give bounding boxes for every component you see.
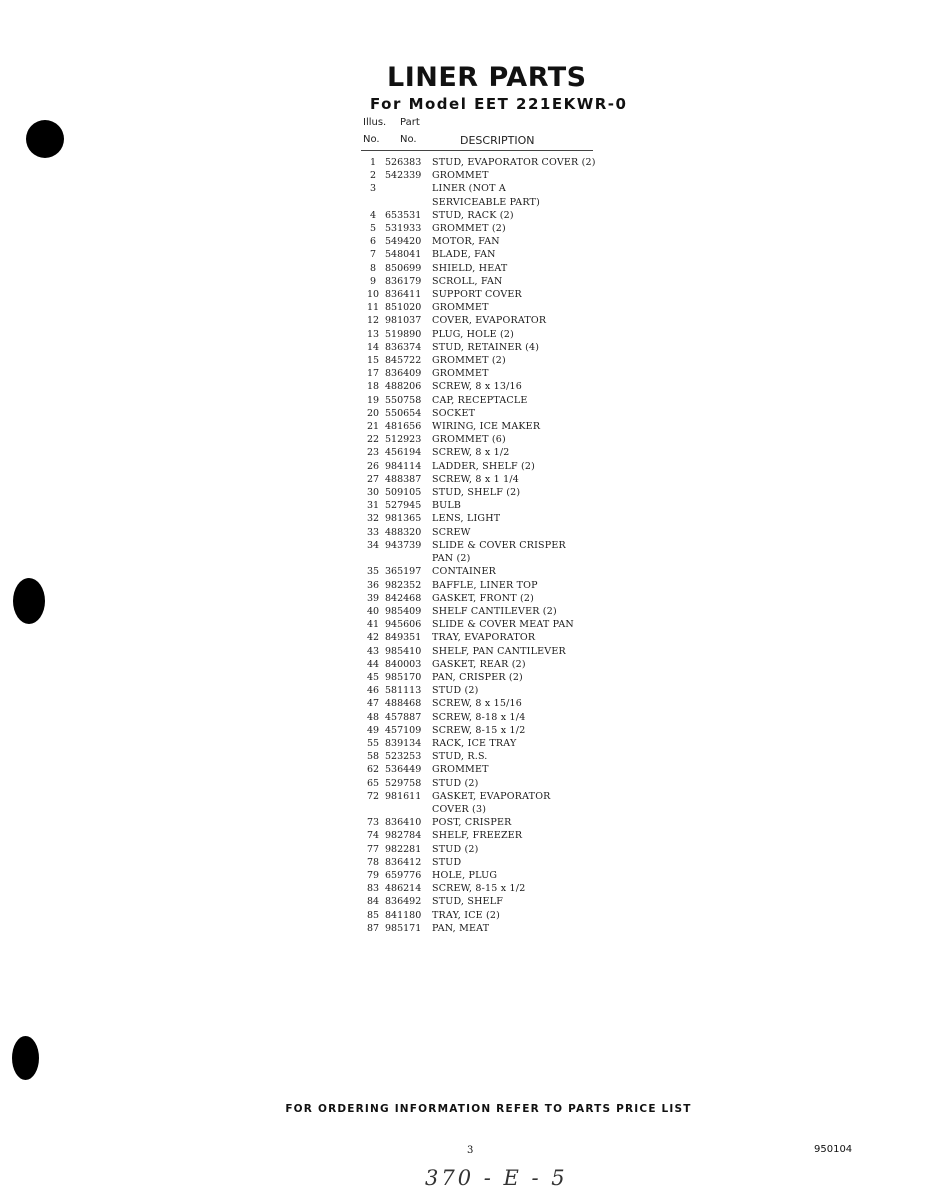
part-description: BAFFLE, LINER TOP [432, 579, 538, 591]
part-description: LADDER, SHELF (2) [432, 460, 536, 472]
table-row [361, 156, 631, 169]
table-row [361, 737, 631, 750]
table-row [361, 816, 631, 829]
table-row [361, 777, 631, 790]
part-number: 982784 [385, 830, 422, 842]
illus-number: 73 [366, 817, 380, 829]
table-row [361, 829, 631, 842]
table-row [361, 169, 631, 182]
illus-number: 18 [366, 381, 380, 393]
part-description: SCREW, 8-15 x 1/2 [432, 724, 526, 736]
part-number: 945606 [385, 619, 422, 631]
part-number: 981365 [385, 513, 422, 525]
part-description: GROMMET (2) [432, 355, 506, 367]
illus-number: 12 [366, 315, 380, 327]
table-row [361, 711, 631, 724]
part-description: WIRING, ICE MAKER [432, 421, 541, 433]
part-number: 488468 [385, 698, 422, 710]
part-number: 836410 [385, 817, 422, 829]
part-description: SCREW, 8 x 15/16 [432, 698, 523, 710]
part-number: 550654 [385, 407, 422, 419]
part-description: GROMMET [432, 368, 489, 380]
part-description: STUD, RACK (2) [432, 209, 514, 221]
table-row [361, 420, 631, 433]
illus-number: 26 [366, 460, 380, 472]
table-row [361, 222, 631, 235]
table-row [361, 460, 631, 473]
table-row [361, 565, 631, 578]
part-description: COVER, EVAPORATOR [432, 315, 547, 327]
part-number: 519890 [385, 328, 422, 340]
illus-number: 11 [366, 302, 380, 314]
part-description: CONTAINER [432, 566, 496, 578]
part-description: SHELF, PAN CANTILEVER [432, 645, 566, 657]
part-number: 841180 [385, 909, 422, 921]
table-row [361, 882, 631, 895]
illus-number: 85 [366, 909, 380, 921]
part-number: 982352 [385, 579, 422, 591]
part-number: 836179 [385, 275, 422, 287]
part-number: 457109 [385, 724, 422, 736]
illus-number: 77 [366, 843, 380, 855]
part-description: LINER (NOT A SERVICEABLE PART) [432, 183, 540, 208]
table-row [361, 909, 631, 922]
part-description: GROMMET [432, 302, 489, 314]
part-number: 486214 [385, 883, 422, 895]
illus-number: 47 [366, 698, 380, 710]
part-number: 982281 [385, 843, 422, 855]
part-number: 456194 [385, 447, 422, 459]
illus-number: 10 [366, 289, 380, 301]
part-number: 550758 [385, 394, 422, 406]
table-row [361, 856, 631, 869]
table-row [361, 262, 631, 275]
illus-number: 9 [369, 275, 377, 287]
part-description: CAP, RECEPTACLE [432, 394, 528, 406]
illus-number: 3 [369, 183, 377, 195]
illus-number: 49 [366, 724, 380, 736]
part-description: MOTOR, FAN [432, 236, 500, 248]
table-row [361, 922, 631, 935]
table-row [361, 526, 631, 539]
table-row [361, 446, 631, 459]
part-number: 659776 [385, 869, 422, 881]
part-number: 548041 [385, 249, 422, 261]
col-head-part: Part [400, 117, 420, 128]
part-description: SCREW, 8 x 1/2 [432, 447, 510, 459]
col-head-description: DESCRIPTION [460, 134, 535, 147]
table-row [361, 328, 631, 341]
table-row [361, 684, 631, 697]
part-description: SLIDE & COVER MEAT PAN [432, 619, 574, 631]
part-number: 850699 [385, 262, 422, 274]
illus-number: 84 [366, 896, 380, 908]
table-row [361, 407, 631, 420]
part-description: RACK, ICE TRAY [432, 737, 517, 749]
table-row [361, 895, 631, 908]
illus-number: 30 [366, 487, 380, 499]
illus-number: 55 [366, 737, 380, 749]
punch-hole-middle [13, 578, 45, 624]
part-description: STUD, EVAPORATOR COVER (2) [432, 157, 596, 168]
part-number: 523253 [385, 751, 422, 763]
col-head-illus: Illus. [363, 117, 387, 128]
table-row [361, 618, 631, 631]
illus-number: 39 [366, 592, 380, 604]
part-description: PLUG, HOLE (2) [432, 328, 515, 340]
part-number: 488387 [385, 473, 422, 485]
part-number: 365197 [385, 566, 422, 578]
illus-number: 35 [366, 566, 380, 578]
part-description: TRAY, ICE (2) [432, 909, 501, 921]
part-description: STUD (2) [432, 843, 479, 855]
part-number: 981611 [385, 790, 422, 802]
table-row [361, 763, 631, 776]
part-description: SHELF CANTILEVER (2) [432, 605, 557, 617]
part-description: SCREW, 8 x 1 1/4 [432, 473, 520, 485]
table-row [361, 658, 631, 671]
part-number: 985410 [385, 645, 422, 657]
illus-number: 46 [366, 685, 380, 697]
model-subtitle: For Model EET 221EKWR-0 [370, 95, 628, 113]
part-description: LENS, LIGHT [432, 513, 501, 525]
table-row [361, 843, 631, 856]
illus-number: 6 [369, 236, 377, 248]
table-row [361, 354, 631, 367]
illus-number: 27 [366, 473, 380, 485]
part-description: GROMMET [432, 764, 489, 776]
illus-number: 4 [369, 209, 377, 221]
table-row [361, 499, 631, 512]
part-number: 653531 [385, 209, 422, 221]
part-number: 839134 [385, 737, 422, 749]
table-row [361, 380, 631, 393]
illus-number: 31 [366, 500, 380, 512]
part-description: GASKET, FRONT (2) [432, 592, 535, 604]
part-description: GASKET, EVAPORATOR COVER (3) [432, 790, 551, 815]
document-code: 950104 [814, 1144, 853, 1155]
illus-number: 15 [366, 355, 380, 367]
illus-number: 58 [366, 751, 380, 763]
part-number: 842468 [385, 592, 422, 604]
illus-number: 45 [366, 671, 380, 683]
illus-number: 5 [369, 223, 377, 235]
part-number: 985171 [385, 922, 422, 934]
illus-number: 13 [366, 328, 380, 340]
part-description: BLADE, FAN [432, 249, 496, 261]
part-number: 481656 [385, 421, 422, 433]
table-row [361, 209, 631, 222]
punch-hole-top [26, 120, 64, 158]
part-number: 836411 [385, 289, 422, 301]
part-description: STUD, SHELF (2) [432, 487, 521, 499]
table-row [361, 697, 631, 710]
table-row [361, 869, 631, 882]
page-title: LINER PARTS [387, 62, 587, 93]
part-description: GASKET, REAR (2) [432, 658, 526, 670]
table-row [361, 341, 631, 354]
part-description: STUD (2) [432, 685, 479, 697]
col-head-no-part: No. [400, 134, 417, 145]
part-description: PAN, MEAT [432, 922, 490, 934]
part-description: BULB [432, 500, 462, 512]
page-number: 3 [467, 1145, 474, 1156]
part-number: 943739 [385, 539, 422, 551]
illus-number: 22 [366, 434, 380, 446]
illus-number: 2 [369, 170, 377, 182]
part-description: SCREW, 8-18 x 1/4 [432, 711, 526, 723]
table-row [361, 671, 631, 684]
table-row [361, 473, 631, 486]
table-row [361, 750, 631, 763]
table-row [361, 486, 631, 499]
illus-number: 42 [366, 632, 380, 644]
part-number [385, 182, 432, 208]
part-number: 836492 [385, 896, 422, 908]
handwritten-note: 370 - E - 5 [425, 1166, 568, 1190]
illus-number: 33 [366, 526, 380, 538]
table-row [361, 645, 631, 658]
col-head-no-illus: No. [363, 134, 380, 145]
table-row [361, 579, 631, 592]
table-row [361, 631, 631, 644]
part-number: 526383 [385, 157, 422, 168]
table-row [361, 248, 631, 261]
part-description: STUD [432, 856, 462, 868]
part-number: 527945 [385, 500, 422, 512]
table-row [361, 314, 631, 327]
part-number: 529758 [385, 777, 422, 789]
ordering-note: FOR ORDERING INFORMATION REFER TO PARTS PRICE LIST [285, 1103, 692, 1115]
part-number: 488320 [385, 526, 422, 538]
table-row [361, 301, 631, 314]
illus-number: 17 [366, 368, 380, 380]
table-row [361, 790, 631, 816]
part-number: 549420 [385, 236, 422, 248]
illus-number: 74 [366, 830, 380, 842]
part-description: GROMMET [432, 170, 489, 182]
table-row [361, 592, 631, 605]
illus-number: 20 [366, 407, 380, 419]
part-number: 531933 [385, 223, 422, 235]
table-row [361, 182, 631, 208]
table-row [361, 275, 631, 288]
part-description: PAN, CRISPER (2) [432, 671, 523, 683]
parts-list [361, 156, 631, 935]
illus-number: 62 [366, 764, 380, 776]
part-number: 849351 [385, 632, 422, 644]
illus-number: 44 [366, 658, 380, 670]
part-number: 851020 [385, 302, 422, 314]
table-row [361, 288, 631, 301]
table-row [361, 605, 631, 618]
illus-number: 78 [366, 856, 380, 868]
illus-number: 8 [369, 262, 377, 274]
illus-number: 43 [366, 645, 380, 657]
illus-number: 1 [369, 157, 377, 168]
illus-number: 36 [366, 579, 380, 591]
part-description: SCREW, 8 x 13/16 [432, 381, 523, 393]
part-number: 840003 [385, 658, 422, 670]
part-description: SCROLL, FAN [432, 275, 503, 287]
part-description: SCREW, 8-15 x 1/2 [432, 883, 526, 895]
part-description: TRAY, EVAPORATOR [432, 632, 536, 644]
illus-number: 14 [366, 341, 380, 353]
part-number: 985409 [385, 605, 422, 617]
part-description: STUD, SHELF [432, 896, 503, 908]
part-number: 836374 [385, 341, 422, 353]
part-description: SLIDE & COVER CRISPER PAN (2) [432, 539, 566, 565]
illus-number: 48 [366, 711, 380, 723]
part-description: SOCKET [432, 407, 476, 419]
part-number: 845722 [385, 355, 422, 367]
part-description: STUD, RETAINER (4) [432, 341, 540, 353]
table-row [361, 235, 631, 248]
part-number: 488206 [385, 381, 422, 393]
illus-number: 34 [366, 539, 380, 551]
illus-number: 41 [366, 619, 380, 631]
illus-number: 72 [366, 790, 380, 802]
part-number: 457887 [385, 711, 422, 723]
illus-number: 7 [369, 249, 377, 261]
part-number: 509105 [385, 487, 422, 499]
illus-number: 19 [366, 394, 380, 406]
illus-number: 87 [366, 922, 380, 934]
part-number: 981037 [385, 315, 422, 327]
part-description: STUD, R.S. [432, 751, 488, 763]
part-description: SHIELD, HEAT [432, 262, 508, 274]
part-number: 512923 [385, 434, 422, 446]
illus-number: 40 [366, 605, 380, 617]
part-number: 985170 [385, 671, 422, 683]
punch-hole-bottom [12, 1036, 39, 1080]
part-description: SHELF, FREEZER [432, 830, 523, 842]
part-number: 984114 [385, 460, 422, 472]
table-row [361, 394, 631, 407]
part-description: HOLE, PLUG [432, 869, 498, 881]
part-number: 836409 [385, 368, 422, 380]
part-description: GROMMET (6) [432, 434, 506, 446]
part-description: POST, CRISPER [432, 817, 512, 829]
part-description: GROMMET (2) [432, 223, 506, 235]
part-number: 581113 [385, 685, 422, 697]
illus-number: 79 [366, 869, 380, 881]
table-row [361, 539, 631, 565]
part-description: SUPPORT COVER [432, 289, 522, 301]
part-number: 542339 [385, 170, 422, 182]
part-number: 836412 [385, 856, 422, 868]
illus-number: 21 [366, 421, 380, 433]
illus-number: 32 [366, 513, 380, 525]
part-description: STUD (2) [432, 777, 479, 789]
table-row [361, 367, 631, 380]
table-row [361, 433, 631, 446]
part-description: SCREW [432, 526, 471, 538]
table-row [361, 724, 631, 737]
header-rule [361, 150, 593, 151]
illus-number: 23 [366, 447, 380, 459]
table-row [361, 512, 631, 525]
part-number: 536449 [385, 764, 422, 776]
illus-number: 83 [366, 883, 380, 895]
illus-number: 65 [366, 777, 380, 789]
